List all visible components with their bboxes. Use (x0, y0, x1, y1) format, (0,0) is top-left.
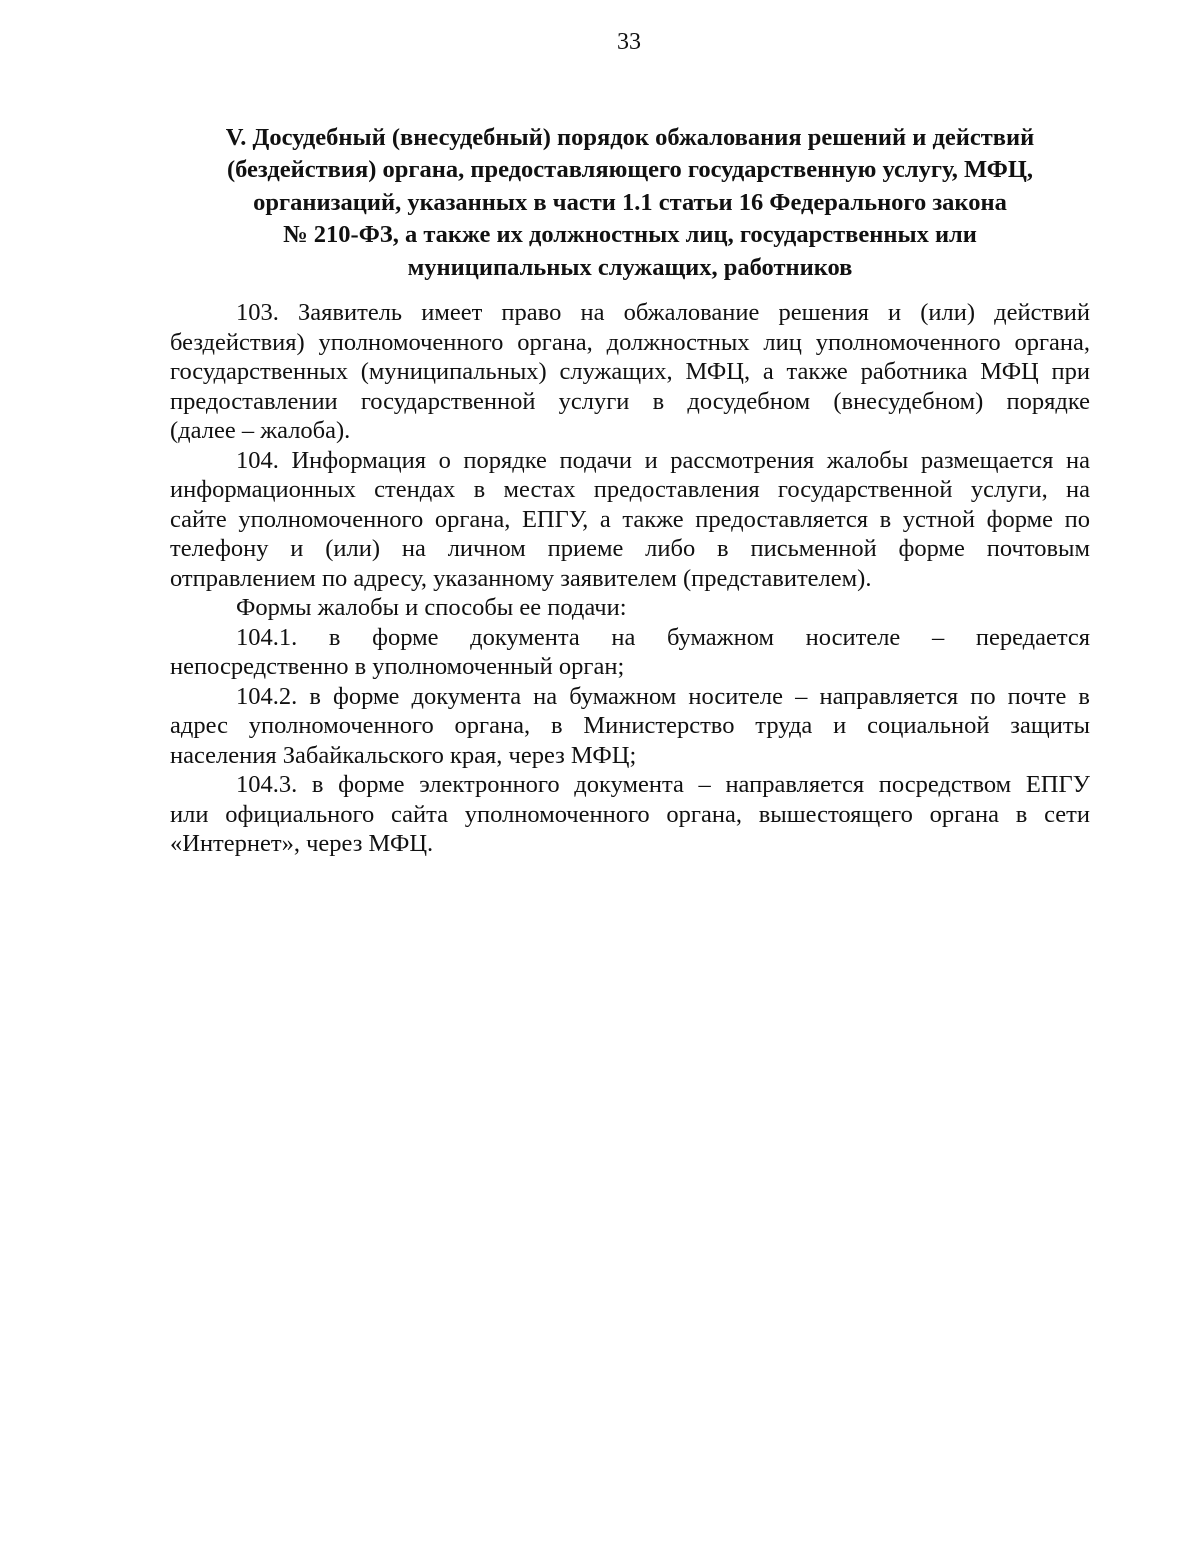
paragraph-line: адрес уполномоченного органа, в Министерство труда и социальной защиты (170, 712, 1090, 739)
paragraph-line: 104.2. в форме документа на бумажном носителе – направляется по почте в (236, 682, 1090, 710)
paragraph-line: 104.3. в форме электронного документа – направляется посредством ЕПГУ (236, 771, 1090, 798)
paragraph-line: бездействия) уполномоченного органа, должностных лиц уполномоченного органа, (170, 328, 1090, 356)
paragraph-line: отправлением по адресу, указанному заявителем (представителем). (170, 564, 872, 592)
paragraph-104-3 (170, 770, 1090, 859)
paragraph-line: 104. Информация о порядке подачи и рассмотрения жалобы размещается на (236, 446, 1090, 474)
paragraph-line: населения Забайкальского края, через МФЦ; (170, 741, 637, 769)
paragraph-forms-intro (170, 593, 1090, 623)
heading-line: № 210-ФЗ, а также их должностных лиц, государственных или (283, 221, 977, 249)
paragraph-104-1 (170, 623, 1090, 682)
paragraph-line: 103. Заявитель имеет право на обжалование решения и (или) действий (236, 299, 1090, 326)
document-body (170, 298, 1090, 859)
heading-line: муниципальных служащих, работников (407, 253, 853, 281)
paragraph-line: Формы жалобы и способы ее подачи: (236, 594, 627, 621)
paragraph-line: предоставлении государственной услуги в досудебном (внесудебном) порядке (170, 387, 1090, 415)
paragraph-103 (170, 298, 1090, 446)
paragraph-line: 104.1. в форме документа на бумажном носителе – передается (236, 623, 1090, 651)
paragraph-line: (далее – жалоба). (170, 417, 351, 444)
paragraph-line: непосредственно в уполномоченный орган; (170, 653, 625, 680)
paragraph-line: сайте уполномоченного органа, ЕПГУ, а также предоставляется в устной форме по (170, 505, 1090, 533)
heading-line: (бездействия) органа, предоставляющего государственную услугу, МФЦ, (226, 156, 1034, 184)
paragraph-line: государственных (муниципальных) служащих, МФЦ, а также работника МФЦ при (170, 358, 1090, 385)
section-heading (170, 122, 1090, 284)
paragraph-104 (170, 446, 1090, 594)
paragraph-line: телефону и (или) на личном приеме либо в письменной форме почтовым (170, 535, 1090, 562)
paragraph-line: или официального сайта уполномоченного органа, вышестоящего органа в сети (170, 800, 1090, 828)
heading-line: V. Досудебный (внесудебный) порядок обжалования решений и действий (225, 124, 1035, 151)
paragraph-line: «Интернет», через МФЦ. (170, 830, 434, 857)
paragraph-104-2 (170, 682, 1090, 771)
paragraph-line: информационных стендах в местах предоставления государственной услуги, на (170, 476, 1090, 503)
heading-line: организаций, указанных в части 1.1 статьи 16 Федерального закона (253, 188, 1007, 216)
page-number: 33 (617, 29, 641, 55)
